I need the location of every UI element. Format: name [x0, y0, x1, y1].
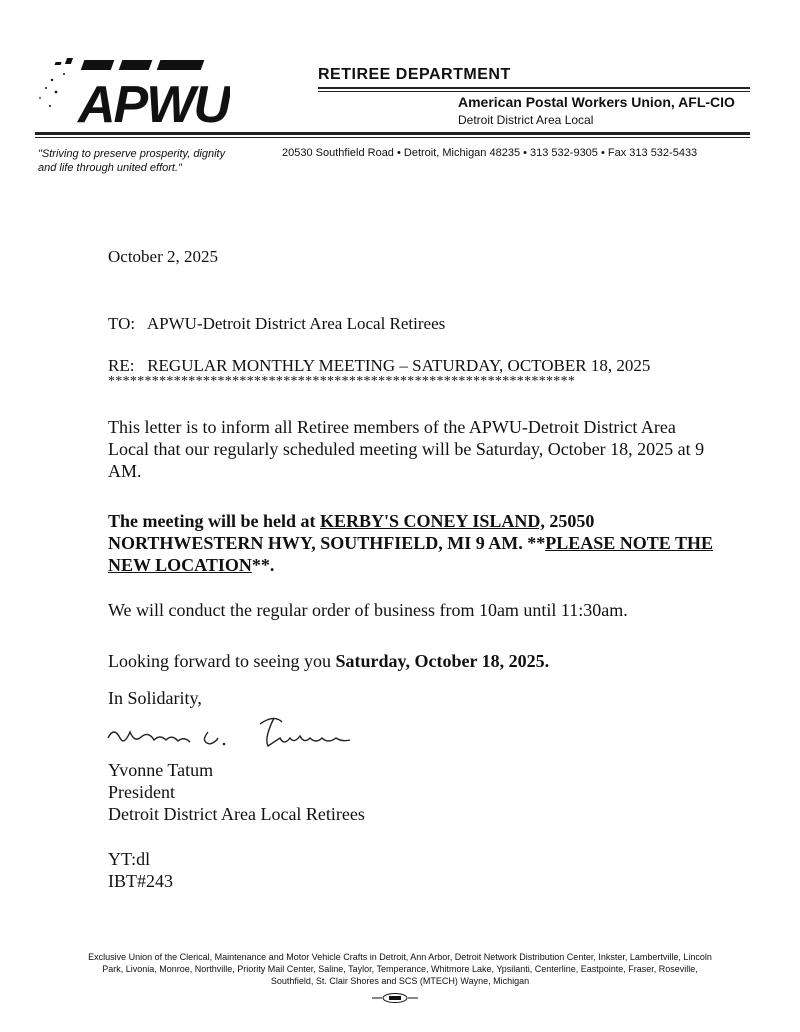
tagline	[38, 147, 225, 175]
signer-title: President	[108, 782, 175, 802]
closing-salutation: In Solidarity,	[108, 688, 202, 708]
letterhead-divider	[35, 132, 750, 135]
tagline-line-2: and life through united effort."	[38, 162, 182, 174]
tagline-line-1: "Striving to preserve prosperity, dignity	[38, 148, 226, 160]
paragraph-location	[108, 510, 713, 576]
signer-organization: Detroit District Area Local Retirees	[108, 804, 365, 824]
subject-line: RE: REGULAR MONTHLY MEETING – SATURDAY, OCTOBER 18, 2025	[108, 356, 651, 375]
new-location-note: PLEASE NOTE THE NEW LOCATION	[108, 533, 713, 575]
paragraph-schedule: We will conduct the regular order of business from 10am until 11:30am.	[108, 600, 628, 620]
letter-date: October 2, 2025	[108, 247, 219, 266]
svg-text:APWU: APWU	[78, 76, 229, 134]
reference-code: IBT#243	[108, 871, 173, 891]
paragraph-intro: This letter is to inform all Retiree members of the APWU-Detroit District Area Local that our regularly scheduled meeting will be Saturday, October 18, 2025 at 9 AM.	[108, 417, 705, 481]
letterhead-divider-thin	[35, 137, 750, 138]
union-bug-icon	[370, 992, 420, 1004]
venue-address: 25050 NORTHWESTERN HWY, SOUTHFIELD, MI 9 AM. **	[108, 511, 599, 553]
department-title: RETIREE DEPARTMENT	[318, 66, 511, 83]
header-rule	[318, 87, 750, 89]
typist-initials: YT:dl	[108, 849, 151, 869]
contact-address: 20530 Southfield Road • Detroit, Michigan 48235 • 313 532-9305 • Fax 313 532-5433	[282, 147, 698, 159]
footer-crafts-notice: Exclusive Union of the Clerical, Maintenance and Motor Vehicle Crafts in Detroit, Ann Arbor, Detroit Network Distribution Center, Inkster, Lambertville, Lincoln Park, Livonia, Monroe, Northville, Priority Mail Center, Saline, Taylor, Temperance, Whitmore Lake, Ypsilanti, Centerline, Eastpointe, Fraser, Roseville, Southfield, St. Clair Shores and SCS (MTECH) Wayne, Michigan	[88, 952, 712, 986]
closing-date: Saturday, October 18, 2025.	[335, 651, 550, 671]
venue-name: KERBY'S CONEY ISLAND,	[320, 511, 545, 531]
handwritten-signature	[104, 708, 364, 768]
closing-lead: Looking forward to seeing you	[108, 651, 336, 671]
local-name: Detroit District Area Local	[458, 113, 594, 127]
paragraph-closing-line	[108, 651, 549, 672]
apwu-logo	[30, 50, 230, 140]
location-lead: The meeting will be held at	[108, 511, 320, 531]
location-tail: **.	[251, 555, 275, 575]
signer-name: Yvonne Tatum	[108, 760, 214, 780]
recipient-line: TO: APWU-Detroit District Area Local Retirees	[108, 314, 446, 333]
header-rule-thin	[318, 91, 750, 92]
star-divider: ****************************************************************	[108, 374, 576, 389]
organization-name: American Postal Workers Union, AFL-CIO	[458, 94, 735, 110]
